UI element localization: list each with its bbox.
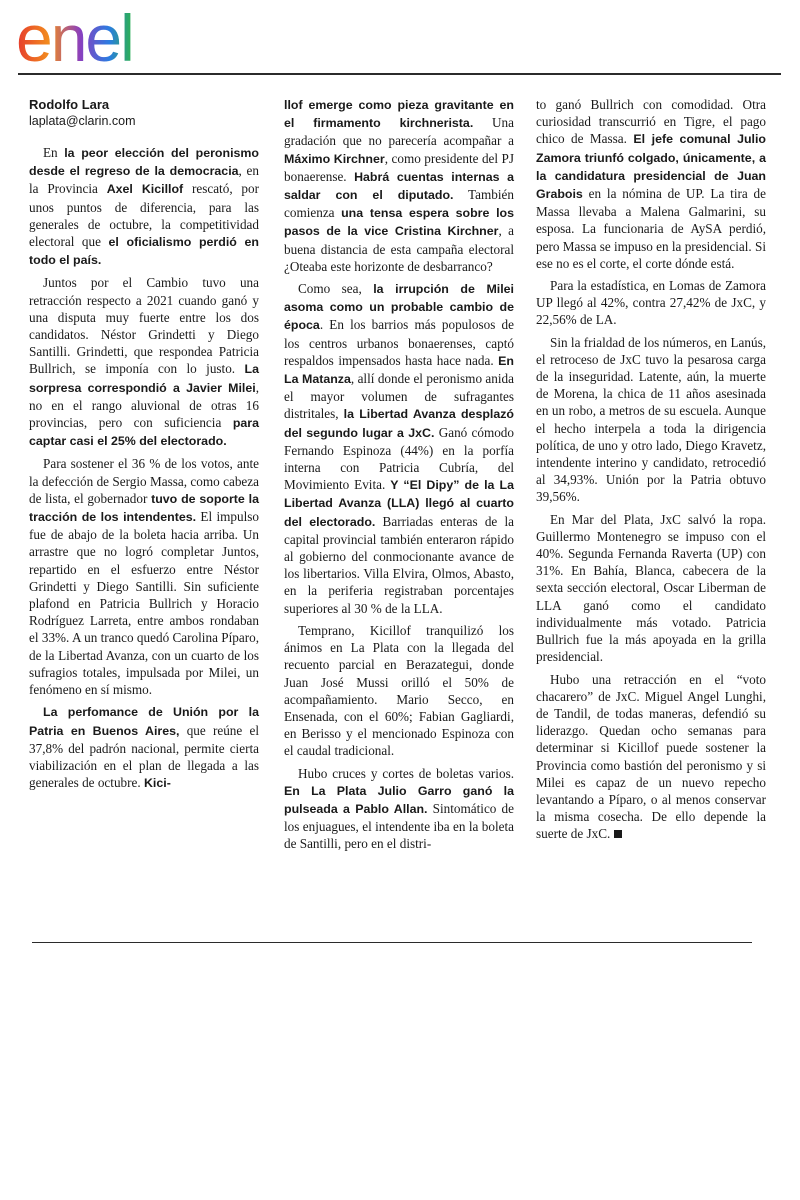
article-paragraph [536,511,766,666]
article-paragraph [536,96,766,272]
article-paragraph [284,765,514,853]
byline [29,96,259,130]
body-text: Para la estadística, en Lomas de Zamora UP llegó al 42%, contra 27,42% de JxC, y 22,56% de LA. [536,278,766,328]
enel-logo [16,5,186,67]
bold-text: tuvo de soporte la tracción de los intendentes. [29,491,259,525]
body-text: También comienza [284,187,514,221]
bold-text: En La Matanza [284,353,514,387]
article-paragraph [29,455,259,698]
article-paragraph [284,280,514,617]
bold-text: La perfomance de Unión por la Patria en Buenos Aires, [29,705,259,738]
bold-text: Máximo Kirchner [284,151,385,166]
bold-text: La sorpresa correspondió a Javier Milei [29,362,259,395]
bottom-rule [32,942,752,943]
body-text: Barriadas enteras de la capital provincial también enteraron rápido al gobierno del conmocionante avance de los libertarios. Villa Elvira, Olmos, Abasto, en la periferia registraban porcentajes superiores al 30 % de la LLA. [284,513,514,616]
bold-text: la peor elección del peronismo desde el regreso de la democracia [29,146,259,179]
body-text: , como presidente del PJ bonaerense. [284,150,514,184]
body-text: , allí donde el peronismo anida el mayor volumen de sufragantes distritales, [284,371,514,422]
article-paragraph [536,334,766,506]
body-text: Sin la frialdad de los números, en Lanús, el retroceso de JxC tuvo la pesarosa carga de la inseguridad. Latente, aún, la muerte de Morena, la chica de 11 años asesinada en un robo, a metros de su escuela. Aunque el hecho interpela a toda la dirigencia política, de uno y otro lado, Diego Kravetz, intendente interino y candidato, retrocedió al 34,93%. Unión por la Patria obtuvo 39,56%. [536,334,766,505]
bold-text: la irrupción de Milei asoma como un probable cambio de época [284,282,514,333]
article-paragraph [29,144,259,269]
body-text: Sintomático de los enjuagues, el intendente iba en la boleta de Santilli, pero en el distri- [284,800,514,852]
body-text: , no en el rango aluvional de otras 16 provincias, pero con suficiencia [29,379,259,431]
bold-text: una tensa espera sobre los pasos de la vice Cristina Kirchner [284,206,514,239]
body-text: rescató, por unos puntos de diferencia, para las generales de octubre, la competitividad electoral que [29,181,260,250]
bold-text: Kici- [143,776,171,791]
bold-text: El jefe comunal Julio Zamora triunfó colgado, únicamente, a la candidatura presidencial de Juan Grabois [536,132,767,202]
bold-text: llof emerge como pieza gravitante en el firmamento kirchnerista. [284,98,514,131]
article-paragraph [29,703,259,792]
body-text: que reúne el 37,8% del padrón nacional, permite cierta viabilización en el plan de llegada a las generales de octubre. [29,722,259,791]
author-email: laplata@clarin.com [29,114,136,128]
bold-text: En La Plata Julio Garro ganó la pulseada a Pablo Allan. [284,783,514,816]
body-text: , a buena distancia de esta campaña electoral ¿Oteaba este horizonte de desbarranco? [284,223,514,274]
bold-text: Habrá cuentas internas a saldar con el diputado. [284,169,515,203]
body-text: Como sea, [298,281,374,297]
author-name: Rodolfo Lara [29,97,110,112]
article-paragraph [29,274,259,450]
body-text: to ganó Bullrich con comodidad. Otra curiosidad transcurrió en Tigre, el pago chico de Massa. [536,97,766,147]
column-1 [29,96,259,797]
body-text: . En los barrios más populosos de los centros urbanos bonaerenses, captó respaldos impensados hasta hace nada. [284,317,514,368]
bold-text: para captar casi el 25% del electorado. [29,416,259,449]
article-paragraph [284,96,514,275]
body-text: , en la Provincia [29,163,259,197]
article-paragraph [536,671,766,843]
bold-text: Y “El Dipy” de la La Libertad Avanza (LLA) llegó al cuarto del electorado. [284,478,514,529]
body-text: en la nómina de UP. La tira de Massa llevaba a Malena Galmarini, su esposa. La funcionaria de AySA perdió, pero Massa se impuso en la presidencial. Si ese no es el corte, el corte dónde está. [536,186,766,271]
body-text: Juntos por el Cambio tuvo una retracción respecto a 2021 cuando ganó y una disputa muy fuerte entre los dos candidatos. Néstor Grindetti y Diego Santilli. Grindetti, que respondea Patricia Bullrich, se imponía con lo justo. [29,275,259,377]
body-text: Hubo una retracción en el “voto chacarero” de JxC. Miguel Angel Lunghi, de Tandil, de todas maneras, defendió su liderazgo. Quedan ocho semanas para determinar si Kicillof puede sostener la Provincia como bastión del peronismo y si Milei es capaz de un nuevo repecho levantando a Píparo, o al menos conservar la misma cosecha. De ello depende la suerte de JxC. [536,671,766,842]
body-text: Temprano, Kicillof tranquilizó los ánimos en La Plata con la llegada del recuento parcial en Berazategui, donde Juan José Mussi orilló el 50% de acompañamiento. Mario Secco, en Ensenada, con el 60%; Fabian Gagliardi, en Berisso y el mencionado Espinoza con el caudal tradicional. [284,622,514,759]
body-text: En Mar del Plata, JxC salvó la ropa. Guillermo Montenegro se impuso con el 40%. Segunda Fernanda Raverta (UP) con 31%. En Bahía, Blanca, cabecera de la sexta sección electoral, Oscar Liberman de LLA ganó como el candidato individualmente más votado. Patricia Bullrich fue la más apoyada en la grilla presidencial. [536,511,766,665]
body-text: En [43,145,65,160]
bold-text: la Libertad Avanza desplazó del segundo lugar a JxC. [284,407,514,440]
body-text: Ganó cómodo Fernando Espinoza (44%) en la porfía interna con Patricia Cubría, del Movimiento Evita. [284,424,514,493]
article-paragraph [536,277,766,329]
body-text: Para sostener el 36 % de los votos, ante la defección de Sergio Massa, como cabeza de lista, el gobernador [29,456,259,506]
column-2 [284,96,514,858]
bold-text: el oficialismo perdió en todo el país. [29,235,259,268]
end-of-article-mark [614,830,622,838]
article-paragraph [284,622,514,760]
enel-logo-text: enel [16,5,133,67]
column-3 [536,96,766,848]
body-text: Una gradación que no parecería acompañar a [284,115,514,149]
bold-text: Axel Kicillof [106,182,184,197]
top-rule [18,73,781,75]
body-text: Hubo cruces y cortes de boletas varios. [298,765,514,781]
body-text: El impulso fue de abajo de la boleta hacia arriba. Un arrastre que no logró completar Juntos, repartido en el esfuerzo entre Néstor Grindetti y Diego Santilli. Sin suficiente plafond en Patricia Bullrich y Horacio Rodríguez Larreta, entre ambos rondaban el 33%. A un tranco quedó Carolina Píparo, de la Libertad Avanza, con un cuarto de los sufragios totales, impulsada por Milei, un fenómeno en sí mismo. [29,509,259,698]
